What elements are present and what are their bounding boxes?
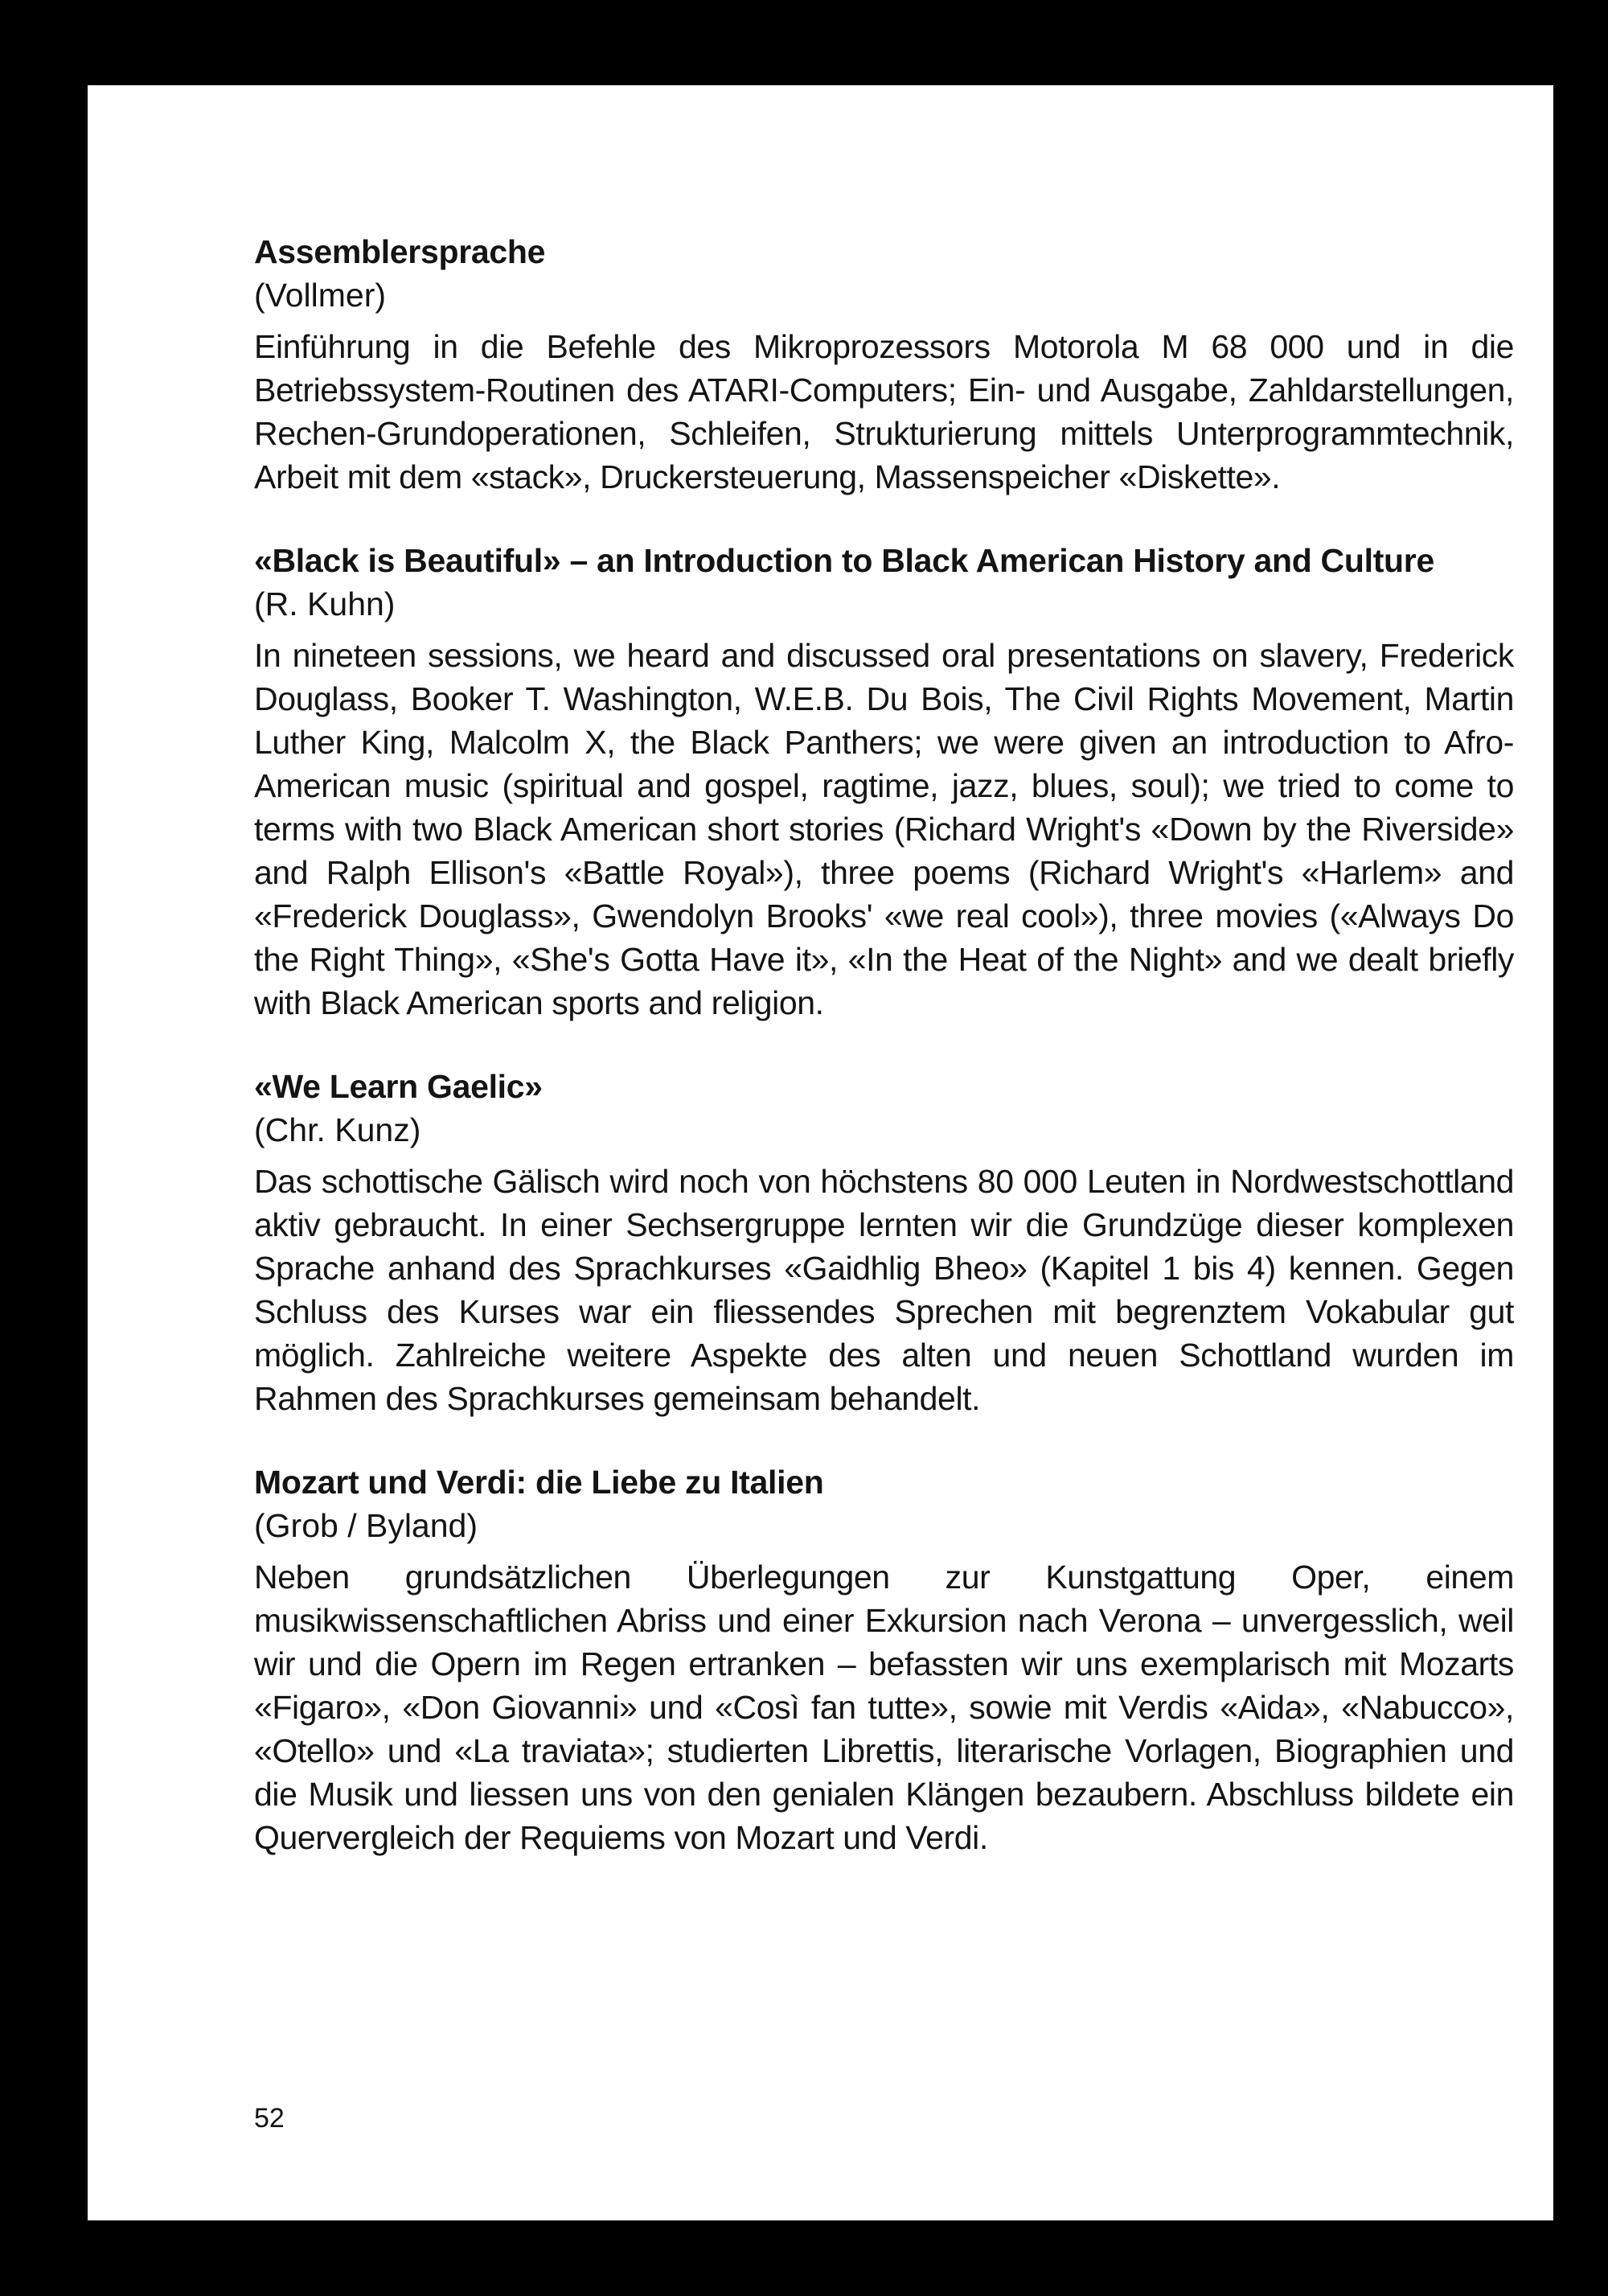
course-section-mozart-verdi [254, 1460, 1514, 1859]
course-description: In nineteen sessions, we heard and discussed oral presentations on slavery, Frederick Douglass, Booker T. Washington, W.E.B. Du Bois, The Civil Rights Movement, Martin Luther King, Malcolm X, the Black Panthers; we were given an introduction to Afro-American music (spiritual and gospel, ragtime, jazz, blues, soul); we tried to come to terms with two Black American short stories (Richard Wright's «Down by the Riverside» and Ralph Ellison's «Battle Royal»), three poems (Richard Wright's «Harlem» and «Frederick Douglass», Gwendolyn Brooks' «we real cool»), three movies («Always Do the Right Thing», «She's Gotta Have it», «In the Heat of the Night» and we dealt briefly with Black American sports and religion. [254, 637, 1514, 1021]
document-page [88, 85, 1553, 2220]
course-title: «We Learn Gaelic» [254, 1068, 543, 1105]
course-author: (Vollmer) [254, 277, 387, 314]
course-title: «Black is Beautiful» – an Introduction to Black American History and Culture [254, 542, 1434, 579]
course-author: (Chr. Kunz) [254, 1111, 421, 1148]
page-number: 52 [254, 2103, 285, 2134]
course-title: Mozart und Verdi: die Liebe zu Italien [254, 1464, 824, 1501]
course-author: (Grob / Byland) [254, 1507, 478, 1544]
course-author: (R. Kuhn) [254, 585, 396, 622]
course-section-black-history [254, 539, 1514, 1025]
page-content [254, 230, 1514, 1859]
course-description: Neben grundsätzlichen Überlegungen zur Kunstgattung Oper, einem musikwissenschaftlichen Abriss und einer Exkursion nach Verona – unvergesslich, weil wir und die Opern im Regen ertranken – befassten wir uns exemplarisch mit Mozarts «Figaro», «Don Giovanni» und «Così fan tutte», sowie mit Verdis «Aida», «Nabucco», «Otello» und «La traviata»; studierten Librettis, literarische Vorlagen, Biographien und die Musik und liessen uns von den genialen Klängen bezaubern. Abschluss bildete ein Quervergleich der Requiems von Mozart und Verdi. [254, 1559, 1514, 1856]
course-description: Einführung in die Befehle des Mikroprozessors Motorola M 68 000 und in die Betriebssystem-Routinen des ATARI-Computers; Ein- und Ausgabe, Zahldarstellungen, Rechen-Grundoperationen, Schleifen, Strukturierung mittels Unterprogrammtechnik, Arbeit mit dem «stack», Druckersteuerung, Massenspeicher «Diskette». [254, 328, 1514, 495]
course-section-gaelic [254, 1065, 1514, 1420]
course-section-assembler [254, 230, 1514, 499]
course-description: Das schottische Gälisch wird noch von höchstens 80 000 Leuten in Nordwestschottland aktiv gebraucht. In einer Sechsergruppe lernten wir die Grundzüge dieser komplexen Sprache anhand des Sprachkurses «Gaidhlig Bheo» (Kapitel 1 bis 4) kennen. Gegen Schluss des Kurses war ein fliessendes Sprechen mit begrenztem Vokabular gut möglich. Zahlreiche weitere Aspekte des alten und neuen Schottland wurden im Rahmen des Sprachkurses gemeinsam behandelt. [254, 1163, 1514, 1417]
course-title: Assemblersprache [254, 233, 546, 270]
